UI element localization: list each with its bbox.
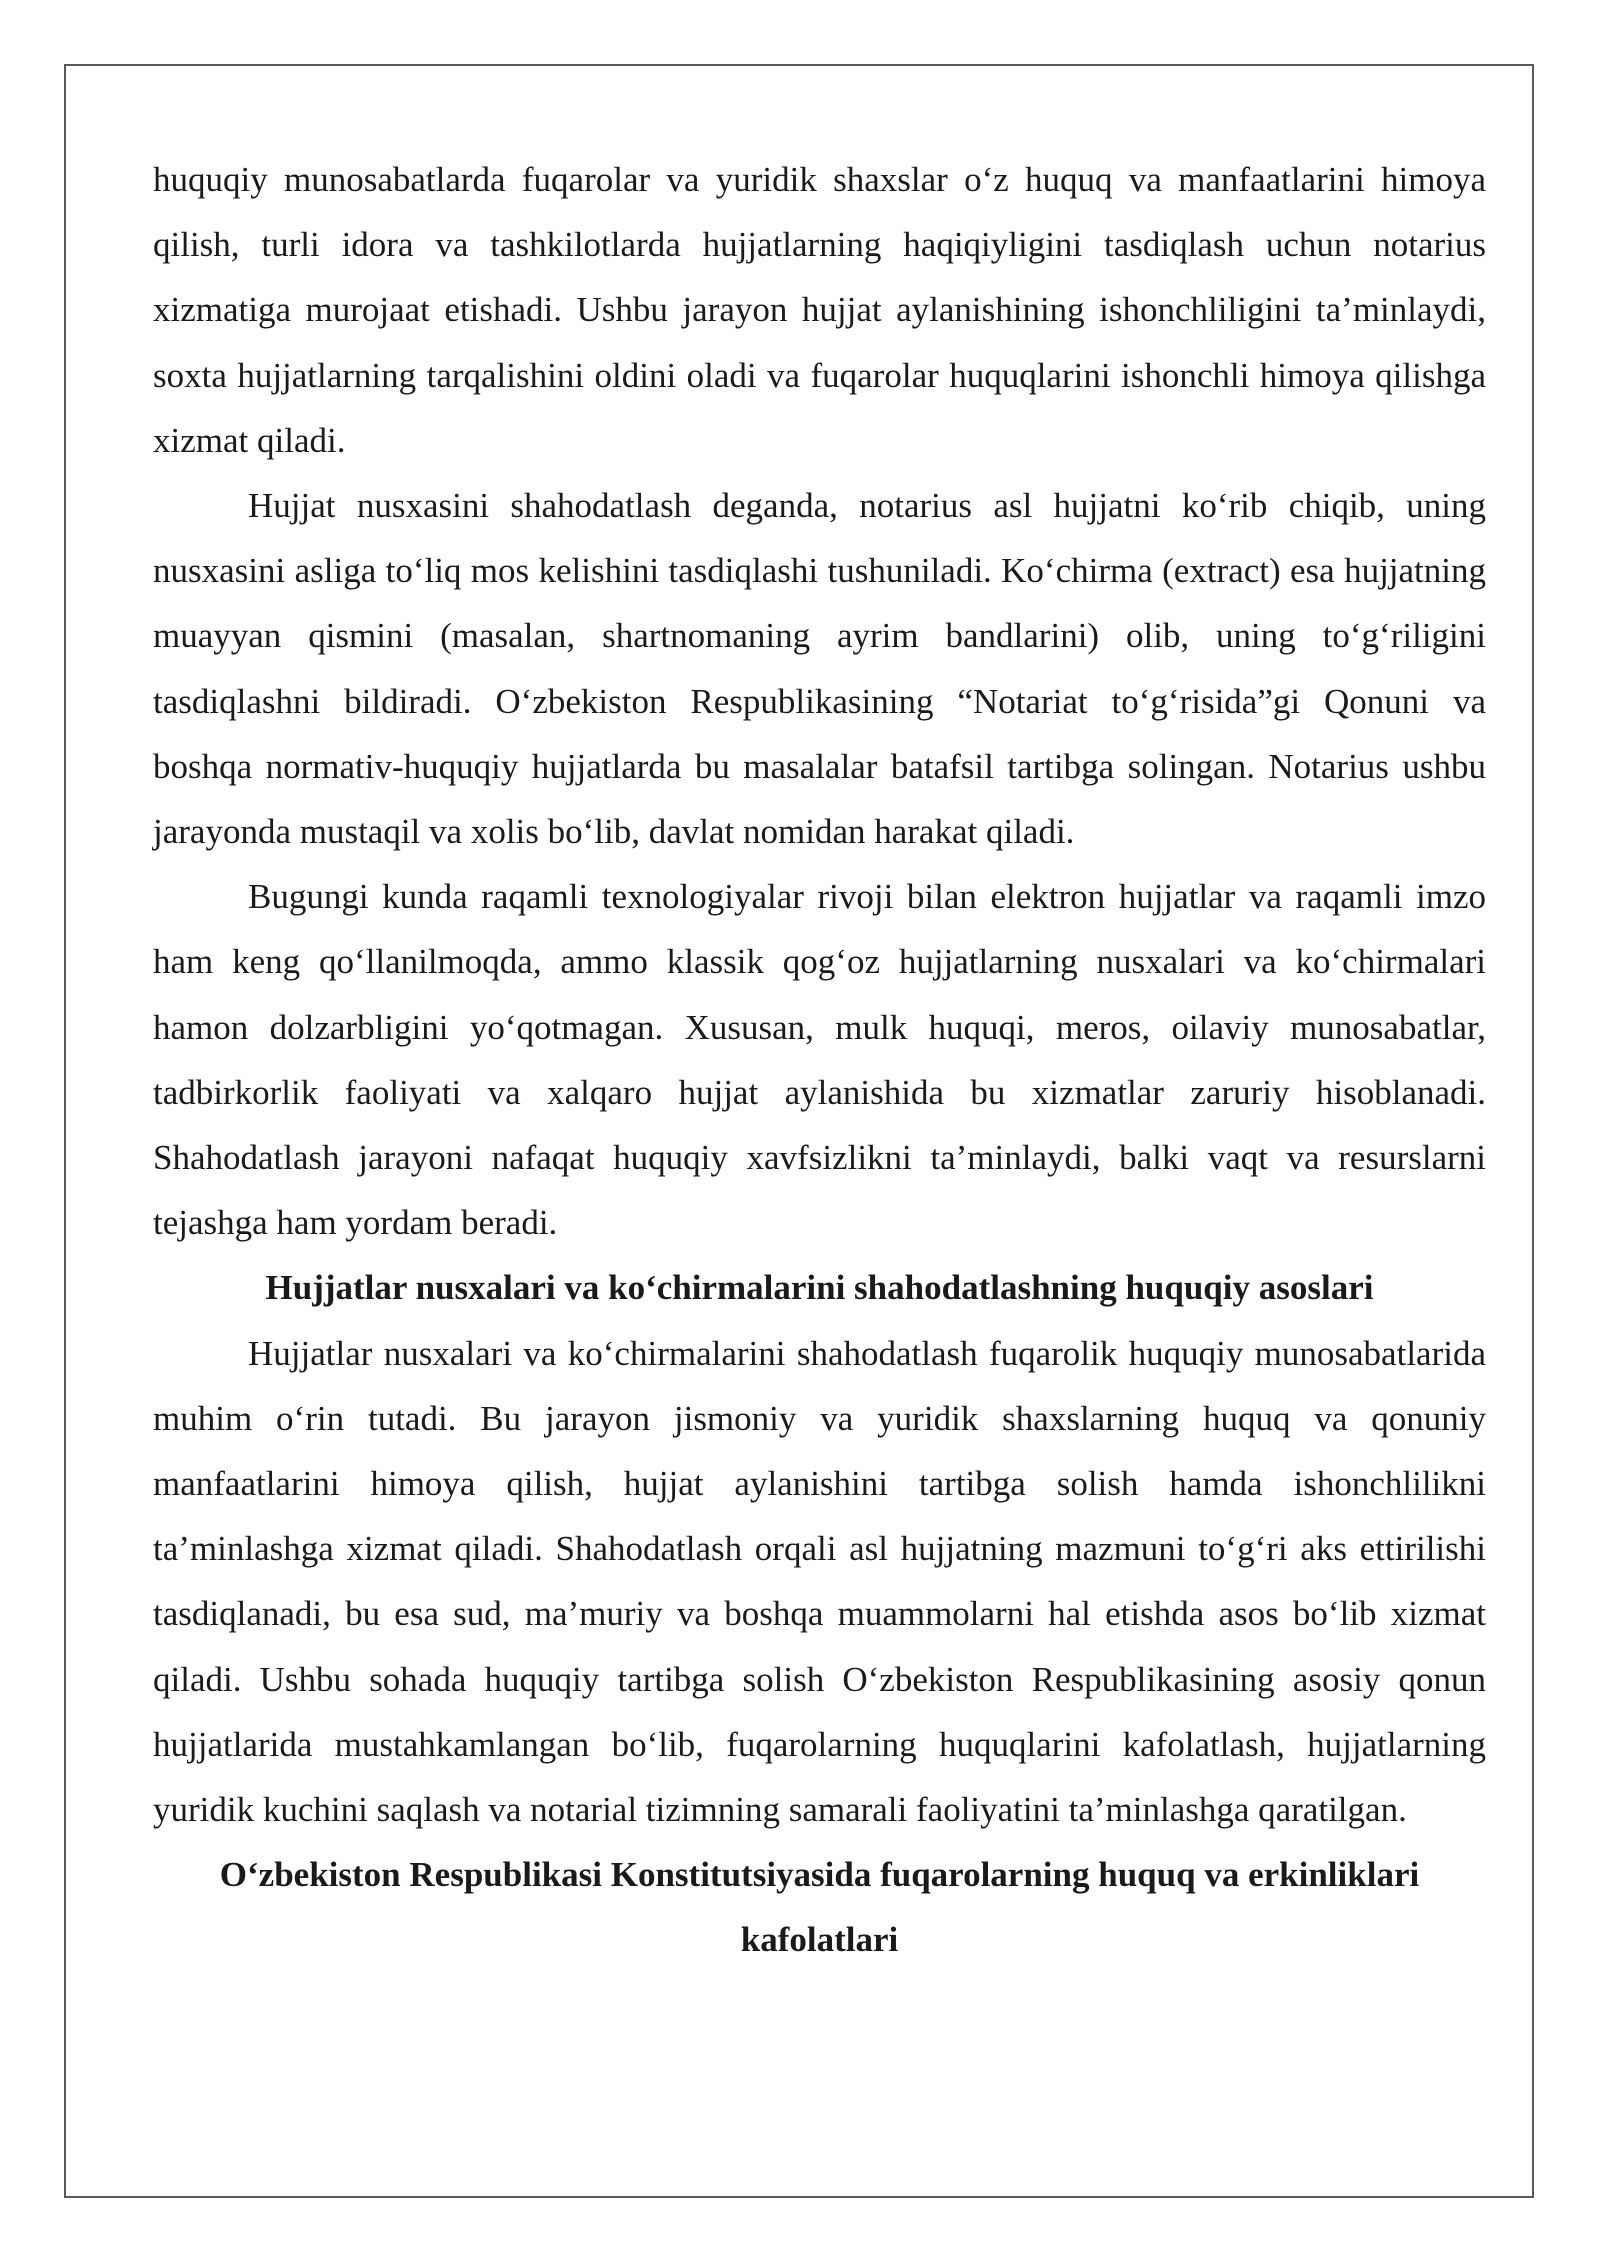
paragraph-copy-certification: Hujjat nusxasini shahodatlash deganda, notarius asl hujjatni ko‘rib chiqib, uning nusxasini asliga to‘liq mos kelishini tasdiqlashi tushuniladi. Ko‘chirma (extract) esa hujjatning muayyan qismini (masalan, shartnomaning ayrim bandlarini) olib, uning to‘g‘riligini tasdiqlashni bildiradi. O‘zbekiston Respublikasining “Notariat to‘g‘risida”gi Qonuni va boshqa normativ-huquqiy hujjatlarda bu masalalar batafsil tartibga solingan. Notarius ushbu jarayonda mustaqil va xolis bo‘lib, davlat nomidan harakat qiladi.: [153, 486, 1486, 852]
paragraph-legal-basis: Hujjatlar nusxalari va ko‘chirmalarini shahodatlash fuqarolik huquqiy munosabatlarida muhim o‘rin tutadi. Bu jarayon jismoniy va yuridik shaxslarning huquq va qonuniy manfaatlarini himoya qilish, hujjat aylanishini tartibga solish hamda ishonchlilikni ta’minlashga xizmat qiladi. Shahodatlash orqali asl hujjatning mazmuni to‘g‘ri aks ettirilishi tasdiqlanadi, bu esa sud, ma’muriy va boshqa muammolarni hal etishda asos bo‘lib xizmat qiladi. Ushbu sohada huquqiy tartibga solish O‘zbekiston Respublikasining asosiy qonun hujjatlarida mustahkamlangan bo‘lib, fuqarolarning huquqlarini kafolatlash, hujjatlarning yuridik kuchini saqlash va notarial tizimning samarali faoliyatini ta’minlashga qaratilgan.: [153, 1333, 1486, 1830]
section-heading-constitution: O‘zbekiston Respublikasi Konstitutsiyasida fuqarolarning huquq va erkinliklari kafolatlari: [219, 1855, 1420, 1960]
paragraph-digital-technologies: Bugungi kunda raqamli texnologiyalar rivoji bilan elektron hujjatlar va raqamli imzo ham keng qo‘llanilmoqda, ammo klassik qog‘oz hujjatlarning nusxalari va ko‘chirmalari hamon dolzarbligini yo‘qotmagan. Xususan, mulk huquqi, meros, oilaviy munosabatlar, tadbirkorlik faoliyati va xalqaro hujjat aylanishida bu xizmatlar zaruriy hisoblanadi. Shahodatlash jarayoni nafaqat huquqiy xavfsizlikni ta’minlaydi, balki vaqt va resurslarni tejashga ham yordam beradi.: [153, 877, 1486, 1243]
paragraph-continued: huquqiy munosabatlarda fuqarolar va yuridik shaxslar o‘z huquq va manfaatlarini himoya qilish, turli idora va tashkilotlarda hujjatlarning haqiqiyligini tasdiqlash uchun notarius xizmatiga murojaat etishadi. Ushbu jarayon hujjat aylanishining ishonchliligini ta’minlaydi, soxta hujjatlarning tarqalishini oldini oladi va fuqarolar huquqlarini ishonchli himoya qilishga xizmat qiladi.: [153, 160, 1486, 460]
section-heading-legal-basis: Hujjatlar nusxalari va ko‘chirmalarini shahodatlashning huquqiy asoslari: [265, 1268, 1374, 1308]
document-body: [153, 147, 1486, 1973]
